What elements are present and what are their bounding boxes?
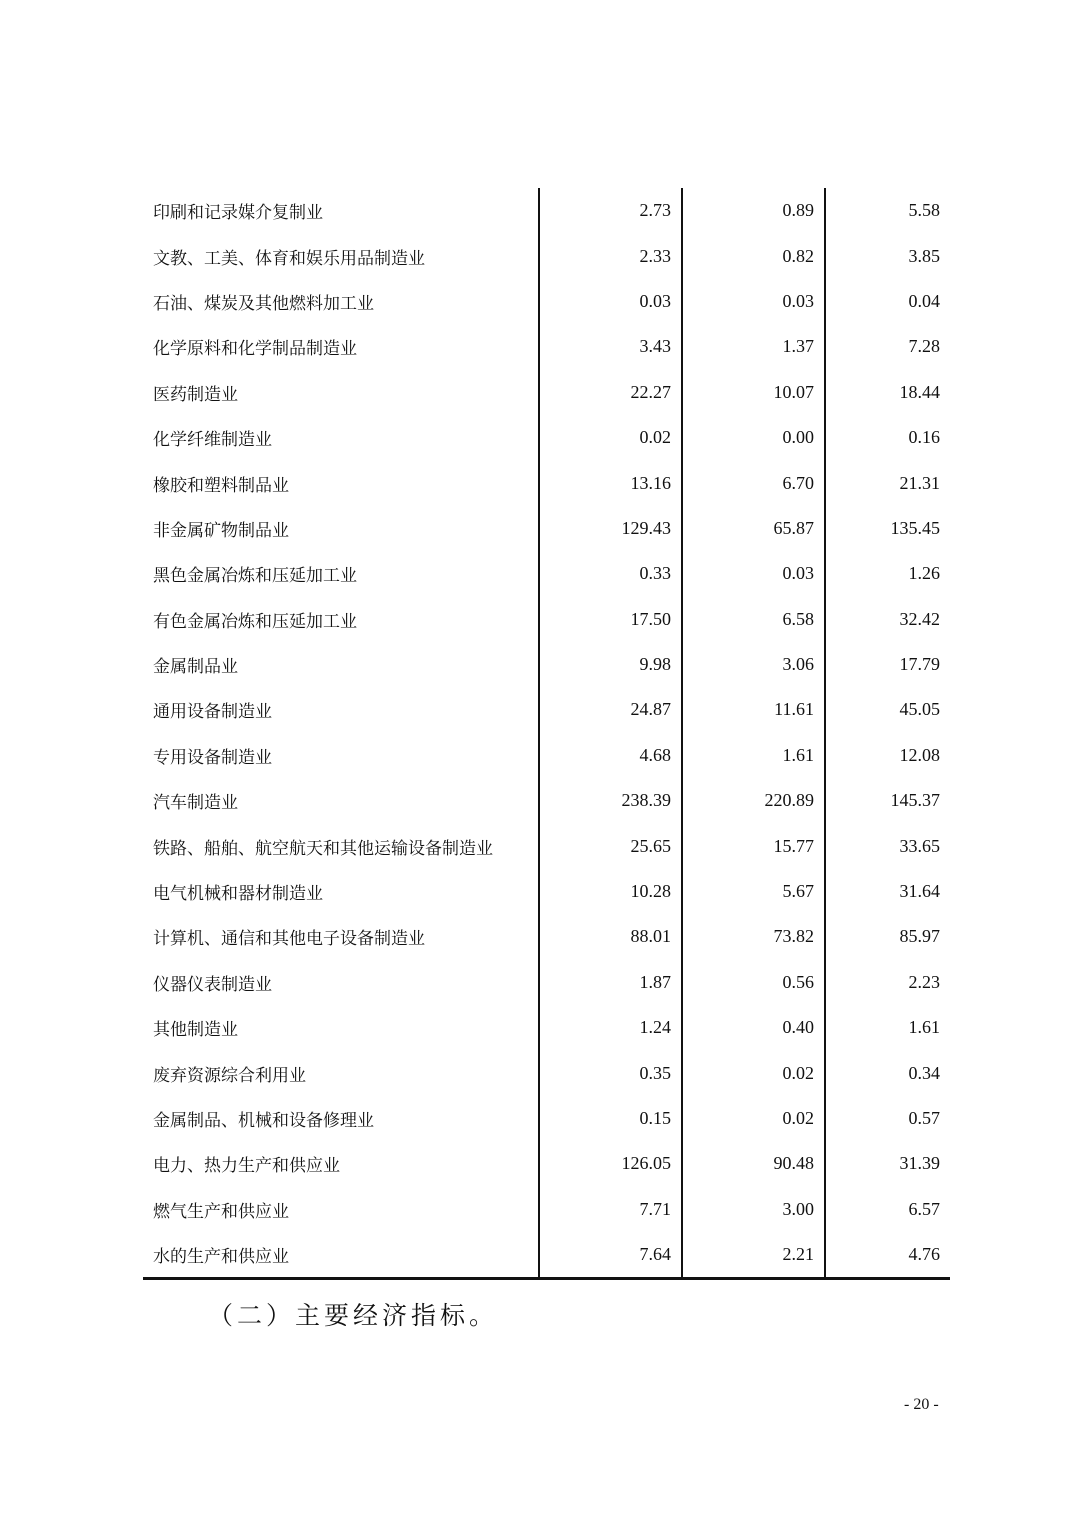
value-cell-col3: 145.37	[825, 778, 950, 823]
value-cell-col3: 85.97	[825, 914, 950, 959]
industry-name-cell: 有色金属冶炼和压延加工业	[153, 611, 357, 632]
value-cell-col1: 2.33	[539, 233, 682, 278]
value-cell-col3: 1.61	[825, 1005, 950, 1050]
industry-name-cell: 电力、热力生产和供应业	[153, 1156, 340, 1177]
table-row	[143, 1187, 950, 1232]
value-cell-col2: 73.82	[682, 914, 825, 959]
value-cell-col2: 15.77	[682, 823, 825, 868]
value-cell-col2: 1.61	[682, 733, 825, 778]
value-cell-col3: 6.57	[825, 1187, 950, 1232]
industry-name-cell: 专用设备制造业	[153, 747, 272, 768]
value-cell-col3: 32.42	[825, 597, 950, 642]
value-cell-col3: 33.65	[825, 823, 950, 868]
page-number: - 20 -	[904, 1396, 939, 1413]
table-row	[143, 551, 950, 596]
value-cell-col3: 7.28	[825, 324, 950, 369]
value-cell-col3: 3.85	[825, 233, 950, 278]
value-cell-col1: 3.43	[539, 324, 682, 369]
value-cell-col2: 0.89	[682, 188, 825, 233]
table-row	[143, 1050, 950, 1095]
value-cell-col2: 90.48	[682, 1141, 825, 1186]
value-cell-col3: 31.39	[825, 1141, 950, 1186]
value-cell-col1: 1.24	[539, 1005, 682, 1050]
section-heading: （二）主要经济指标。	[208, 1301, 499, 1330]
table-row	[143, 415, 950, 460]
value-cell-col1: 0.02	[539, 415, 682, 460]
table-row	[143, 687, 950, 732]
industry-name-cell: 印刷和记录媒介复制业	[153, 203, 323, 224]
table-row	[143, 733, 950, 778]
table-row	[143, 597, 950, 642]
industry-name-cell: 金属制品业	[153, 657, 238, 678]
value-cell-col2: 6.58	[682, 597, 825, 642]
industry-table	[143, 188, 950, 1280]
industry-name-cell: 医药制造业	[153, 384, 238, 405]
value-cell-col2: 2.21	[682, 1232, 825, 1279]
industry-name-cell: 通用设备制造业	[153, 702, 272, 723]
industry-name-cell: 橡胶和塑料制品业	[153, 475, 289, 496]
value-cell-col3: 12.08	[825, 733, 950, 778]
table-row	[143, 370, 950, 415]
industry-name-cell: 铁路、船舶、航空航天和其他运输设备制造业	[153, 838, 493, 859]
industry-table-container	[143, 188, 946, 1280]
value-cell-col3: 0.16	[825, 415, 950, 460]
value-cell-col2: 0.40	[682, 1005, 825, 1050]
industry-name-cell: 汽车制造业	[153, 793, 238, 814]
value-cell-col1: 129.43	[539, 506, 682, 551]
table-row	[143, 460, 950, 505]
value-cell-col1: 22.27	[539, 370, 682, 415]
table-row	[143, 1096, 950, 1141]
table-row	[143, 914, 950, 959]
value-cell-col2: 220.89	[682, 778, 825, 823]
value-cell-col3: 31.64	[825, 869, 950, 914]
value-cell-col3: 1.26	[825, 551, 950, 596]
table-body	[143, 188, 950, 1279]
value-cell-col3: 18.44	[825, 370, 950, 415]
table-row	[143, 506, 950, 551]
value-cell-col2: 0.03	[682, 279, 825, 324]
value-cell-col2: 65.87	[682, 506, 825, 551]
value-cell-col1: 4.68	[539, 733, 682, 778]
value-cell-col2: 0.56	[682, 960, 825, 1005]
industry-name-cell: 燃气生产和供应业	[153, 1201, 289, 1222]
value-cell-col1: 0.15	[539, 1096, 682, 1141]
table-row	[143, 1141, 950, 1186]
industry-name-cell: 电气机械和器材制造业	[153, 884, 323, 905]
value-cell-col1: 88.01	[539, 914, 682, 959]
value-cell-col2: 1.37	[682, 324, 825, 369]
table-row	[143, 869, 950, 914]
value-cell-col1: 0.35	[539, 1050, 682, 1095]
industry-name-cell: 石油、煤炭及其他燃料加工业	[153, 293, 374, 314]
value-cell-col1: 17.50	[539, 597, 682, 642]
value-cell-col1: 2.73	[539, 188, 682, 233]
value-cell-col3: 21.31	[825, 460, 950, 505]
value-cell-col3: 0.04	[825, 279, 950, 324]
industry-name-cell: 化学原料和化学制品制造业	[153, 339, 357, 360]
table-row	[143, 279, 950, 324]
value-cell-col3: 135.45	[825, 506, 950, 551]
value-cell-col1: 13.16	[539, 460, 682, 505]
value-cell-col1: 10.28	[539, 869, 682, 914]
value-cell-col1: 0.03	[539, 279, 682, 324]
table-row	[143, 960, 950, 1005]
value-cell-col2: 3.00	[682, 1187, 825, 1232]
value-cell-col1: 126.05	[539, 1141, 682, 1186]
value-cell-col2: 0.03	[682, 551, 825, 596]
value-cell-col1: 238.39	[539, 778, 682, 823]
table-row	[143, 823, 950, 868]
table-row	[143, 324, 950, 369]
value-cell-col3: 17.79	[825, 642, 950, 687]
table-row	[143, 642, 950, 687]
value-cell-col1: 25.65	[539, 823, 682, 868]
value-cell-col2: 11.61	[682, 687, 825, 732]
value-cell-col1: 7.71	[539, 1187, 682, 1232]
value-cell-col1: 9.98	[539, 642, 682, 687]
value-cell-col3: 0.34	[825, 1050, 950, 1095]
industry-name-cell: 其他制造业	[153, 1020, 238, 1041]
value-cell-col3: 2.23	[825, 960, 950, 1005]
industry-name-cell: 水的生产和供应业	[143, 1232, 539, 1279]
value-cell-col2: 0.02	[682, 1050, 825, 1095]
industry-name-cell: 废弃资源综合利用业	[153, 1065, 306, 1086]
value-cell-col1: 7.64	[539, 1232, 682, 1279]
value-cell-col2: 0.82	[682, 233, 825, 278]
table-row	[143, 188, 950, 233]
industry-name-cell: 非金属矿物制品业	[153, 520, 289, 541]
value-cell-col3: 5.58	[825, 188, 950, 233]
industry-name-cell: 金属制品、机械和设备修理业	[153, 1111, 374, 1131]
value-cell-col2: 10.07	[682, 370, 825, 415]
value-cell-col1: 0.33	[539, 551, 682, 596]
value-cell-col3: 45.05	[825, 687, 950, 732]
table-row	[143, 233, 950, 278]
value-cell-col2: 3.06	[682, 642, 825, 687]
value-cell-col3: 4.76	[825, 1232, 950, 1279]
value-cell-col1: 1.87	[539, 960, 682, 1005]
industry-name-cell: 文教、工美、体育和娱乐用品制造业	[153, 248, 425, 269]
table-row	[143, 1232, 950, 1279]
value-cell-col3: 0.57	[825, 1096, 950, 1141]
value-cell-col2: 0.00	[682, 415, 825, 460]
value-cell-col2: 0.02	[682, 1096, 825, 1141]
table-row	[143, 1005, 950, 1050]
table-row	[143, 778, 950, 823]
value-cell-col2: 6.70	[682, 460, 825, 505]
industry-name-cell: 仪器仪表制造业	[153, 974, 272, 995]
industry-name-cell: 化学纤维制造业	[153, 430, 272, 451]
value-cell-col2: 5.67	[682, 869, 825, 914]
industry-name-cell: 计算机、通信和其他电子设备制造业	[153, 929, 425, 950]
value-cell-col1: 24.87	[539, 687, 682, 732]
industry-name-cell: 黑色金属冶炼和压延加工业	[153, 566, 357, 587]
